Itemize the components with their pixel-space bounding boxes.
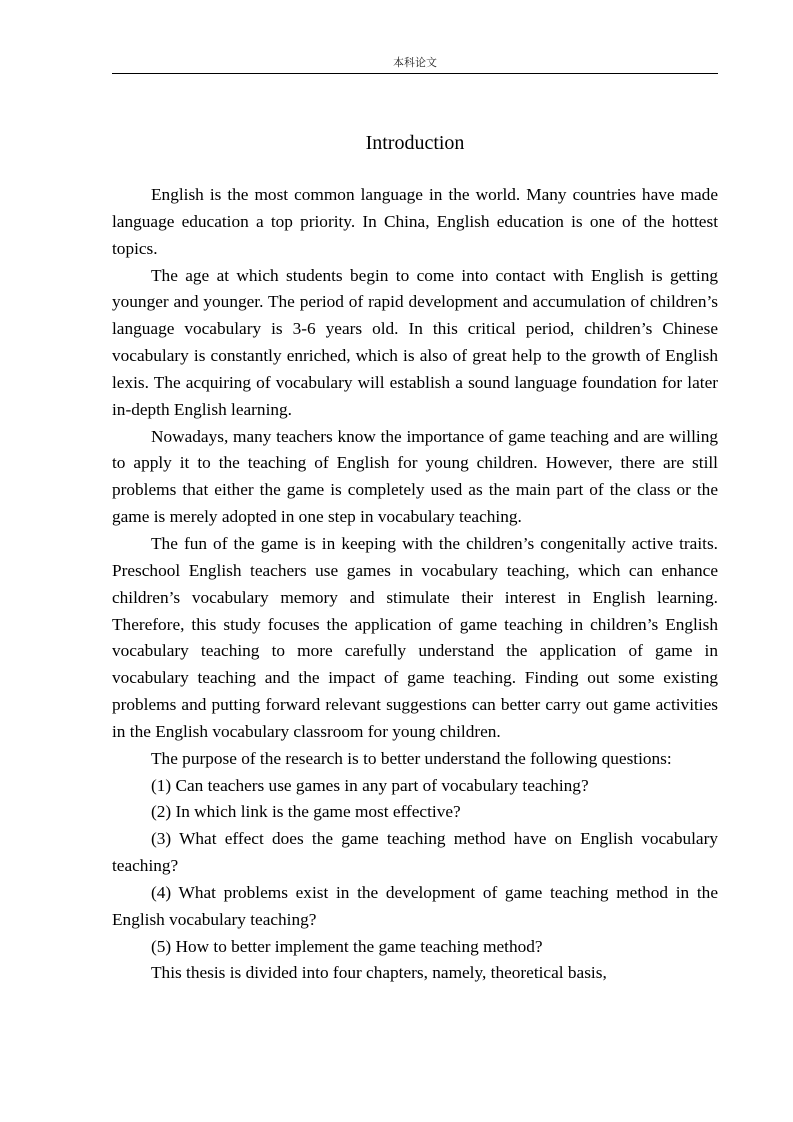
question-item: (2) In which link is the game most effective?: [151, 802, 461, 822]
paragraph: This thesis is divided into four chapters, namely, theoretical basis,: [151, 963, 607, 983]
paragraph: English is the most common language in the world. Many countries have made language education a top priority. In China, English education is one of the hottest topics.: [112, 185, 718, 258]
header-rule: [112, 73, 718, 74]
question-item: (4) What problems exist in the development of game teaching method in the English vocabulary teaching?: [112, 882, 718, 929]
paragraph: Nowadays, many teachers know the importance of game teaching and are willing to apply it to the teaching of English for young children. However, there are still problems that either the game is completely used as the main part of the class or the game is merely adopted in one step in vocabulary teaching.: [112, 426, 718, 527]
running-header: 本科论文: [393, 56, 437, 69]
paragraph: The age at which students begin to come into contact with English is getting younger and younger. The period of rapid development and accumulation of children’s language vocabulary is 3-6 years old. In this critical period, children’s Chinese vocabulary is constantly enriched, which is also of great help to the growth of English lexis. The acquiring of vocabulary will establish a sound language foundation for later in-depth English learning.: [112, 265, 718, 419]
question-item: (1) Can teachers use games in any part of vocabulary teaching?: [151, 775, 589, 795]
question-item: (3) What effect does the game teaching method have on English vocabulary teaching?: [112, 829, 718, 876]
page-title: Introduction: [365, 132, 465, 154]
paragraph: The purpose of the research is to better understand the following questions:: [151, 748, 672, 768]
body-text: [112, 182, 718, 987]
paragraph: The fun of the game is in keeping with the children’s congenitally active traits. Preschool English teachers use games in vocabulary teaching, which can enhance children’s vocabulary memory and stimulate their interest in English learning. Therefore, this study focuses the application of game teaching in children’s English vocabulary teaching to more carefully understand the application of game in vocabulary teaching and the impact of game teaching. Finding out some existing problems and putting forward relevant suggestions can better carry out game activities in the English vocabulary classroom for young children.: [112, 533, 718, 741]
question-item: (5) How to better implement the game teaching method?: [151, 936, 543, 956]
